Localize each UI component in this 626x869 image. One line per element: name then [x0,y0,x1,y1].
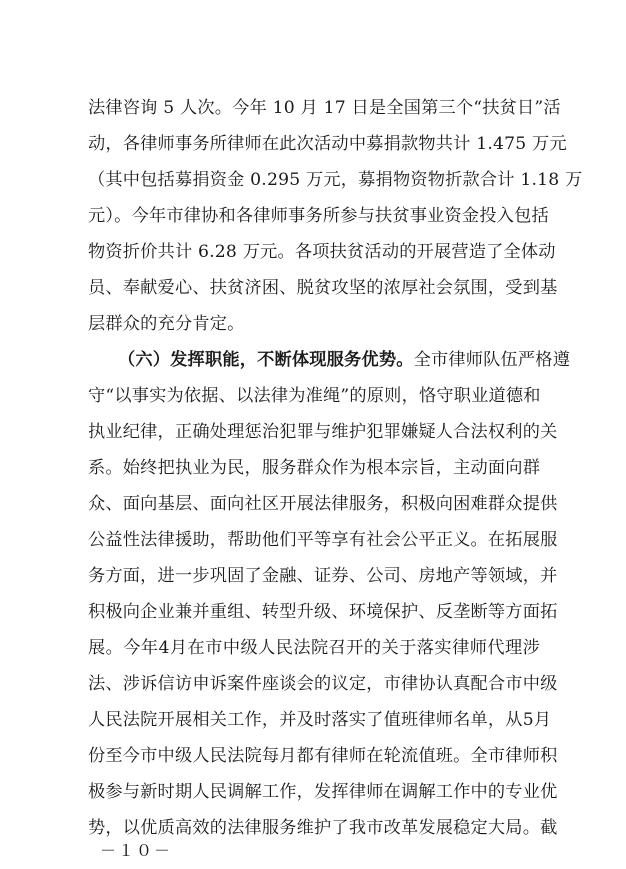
text-line: 法、涉诉信访申诉案件座谈会的议定，市律协认真配合市中级 [88,674,558,694]
text-line: 份至今市中级人民法院每月都有律师在轮流值班。全市律师积 [88,746,558,766]
text-line: 动，各律师事务所律师在此次活动中募捐款物共计 1.475 万元 [88,134,567,154]
text-line: （其中包括募捐资金 0.295 万元，募捐物资物折款合计 1.18 万 [88,170,583,190]
text-line: 物资折价共计 6.28 万元。各项扶贫活动的开展营造了全体动 [88,242,556,262]
text-line: 系。始终把执业为民，服务群众作为根本宗旨，主动面向群 [88,458,541,478]
text-line: 元）。今年市律协和各律师事务所参与扶贫事业资金投入包括 [88,206,549,226]
text-line: 人民法院开展相关工作，并及时落实了值班律师名单，从5月 [88,710,552,730]
text-line: 员、奉献爱心、扶贫济困、脱贫攻坚的浓厚社会氛围，受到基 [88,278,558,298]
text-line: 层群众的充分肯定。 [88,314,245,334]
text-line: 务方面，进一步巩固了金融、证券、公司、房地产等领域，并 [88,566,558,586]
text-line: 法律咨询 5 人次。今年 10 月 17 日是全国第三个“扶贫日”活 [88,98,561,118]
text-line: 执业纪律，正确处理惩治犯罪与维护犯罪嫌疑人合法权利的关 [88,422,558,442]
section-heading: （六）发挥职能，不断体现服务优势。 [118,350,414,370]
text-line: 守“以事实为依据、以法律为准绳”的原则，恪守职业道德和 [88,386,541,406]
text-line: 公益性法律援助，帮助他们平等享有社会公平正义。在拓展服 [88,530,558,550]
text-line: 众、面向基层、面向社区开展法律服务，积极向困难群众提供 [88,494,558,514]
heading-continuation: 全市律师队伍严格遵 [413,350,571,370]
text-line: 极参与新时期人民调解工作，发挥律师在调解工作中的专业优 [88,782,558,802]
text-line: 展。今年4月在市中级人民法院召开的关于落实律师代理涉 [88,638,540,658]
paragraph-first-line [118,342,571,378]
text-line: 势，以优质高效的法律服务维护了我市改革发展稳定大局。截 [88,818,558,838]
page-number: －１０－ [100,841,173,860]
text-line: 积极向企业兼并重组、转型升级、环境保护、反垄断等方面拓 [88,602,558,622]
